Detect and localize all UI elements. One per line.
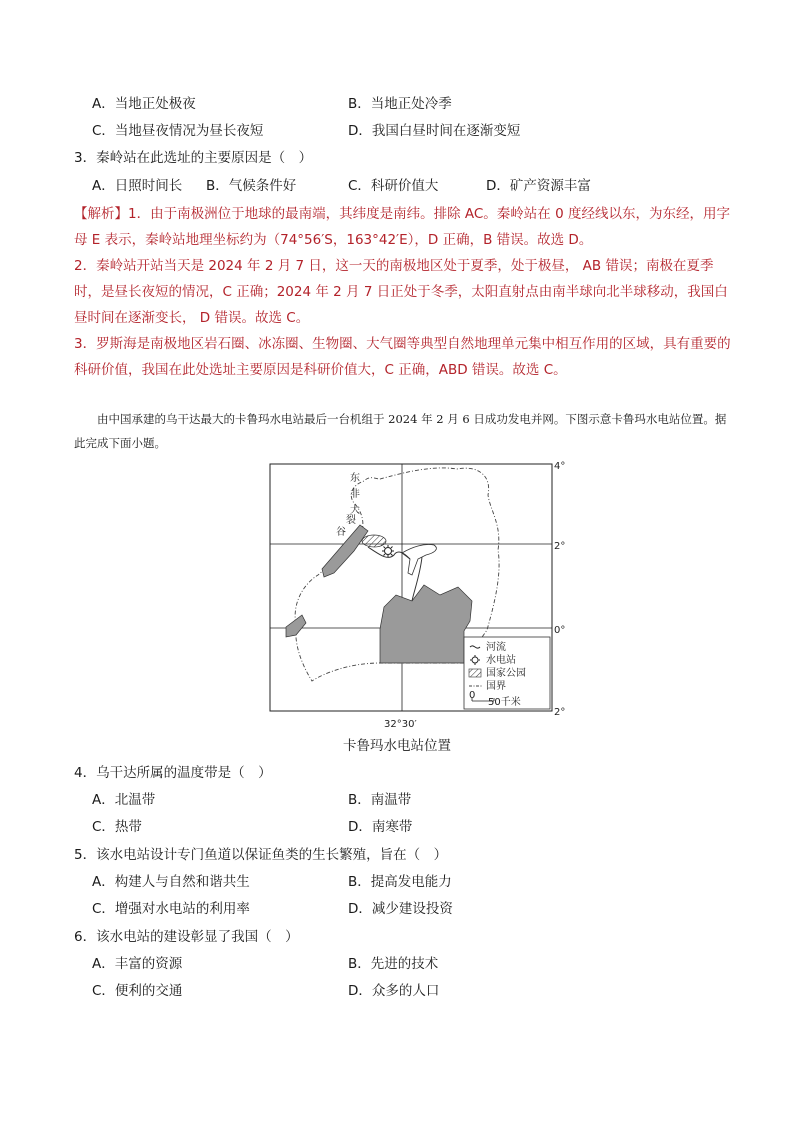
q2-option-a: A．当地正处极夜 <box>92 96 196 112</box>
analysis-p3: 3．罗斯海是南极地区岩石圈、冰冻圈、生物圈、大气圈等典型自然地理单元集中相互作用的区域，具有重要的科研价值，我国在此处选址主要原因是科研价值大，C 正确，ABD 错误。故选 C。 <box>74 336 731 378</box>
q4-option-c: C．热带 <box>92 819 142 835</box>
q5-option-c: C．增强对水电站的利用率 <box>92 901 250 917</box>
scale-zero: 0 <box>469 690 476 701</box>
q5-option-a: A．构建人与自然和谐共生 <box>92 874 250 890</box>
q2-option-c: C．当地昼夜情况为昼长夜短 <box>92 123 264 139</box>
legend-park-symbol <box>469 669 481 677</box>
lat-label-4n: 4° <box>554 461 566 472</box>
analysis-p2: 2．秦岭站开站当天是 2024 年 2 月 7 日，这一天的南极地区处于夏季，处于极昼， AB 错误；南极在夏季时，是昼长夜短的情况，C 正确；2024 年 2 月 7 日正处于冬季，太阳直射点由南半球向北半球移动，我国白昼时间在逐渐变长， D 错误。故选 C。 <box>74 258 728 326</box>
lat-label-0: 0° <box>554 625 566 636</box>
legend-park: 国家公园 <box>486 668 526 679</box>
national-park <box>362 535 386 547</box>
rift-label-2: 非 <box>350 489 360 500</box>
q4-option-a: A．北温带 <box>92 792 156 808</box>
q6-option-b: B．先进的技术 <box>348 956 439 972</box>
scale-label: 50千米 <box>488 697 521 708</box>
karuma-map <box>262 455 582 730</box>
q6-option-a: A．丰富的资源 <box>92 956 183 972</box>
legend-border: 国界 <box>486 681 506 692</box>
q4-option-b: B．南温带 <box>348 792 412 808</box>
rift-label-5: 谷 <box>336 527 346 538</box>
q5-option-b: B．提高发电能力 <box>348 874 452 890</box>
q2-option-d: D．我国白昼时间在逐渐变短 <box>348 123 521 139</box>
hydropower-station-icon <box>382 545 394 557</box>
rift-label-4: 裂 <box>346 515 356 526</box>
legend-station: 水电站 <box>486 655 516 666</box>
q5-stem: 5．该水电站设计专门鱼道以保证鱼类的生长繁殖，旨在（ ） <box>74 847 448 863</box>
analysis-p1 <box>74 201 734 253</box>
q5-option-d: D．减少建设投资 <box>348 901 453 917</box>
legend-river: 河流 <box>486 642 506 653</box>
q4-option-d: D．南寒带 <box>348 819 413 835</box>
q2-option-b: B．当地正处冷季 <box>348 96 452 112</box>
analysis-block <box>74 201 734 383</box>
rift-label-1: 东 <box>350 473 360 484</box>
analysis-p1-text: 1．由于南极洲位于地球的最南端，其纬度是南纬。排除 AC。秦岭站在 0 度经线以东，为东经，用字母 E 表示，秦岭站地理坐标约为（74°56′S，163°42′E），D 正确，B 错误。故选 D。 <box>74 206 730 248</box>
lat-label-2n: 2° <box>554 541 566 552</box>
map-caption: 卡鲁玛水电站位置 <box>343 738 451 754</box>
intro-text: 由中国承建的乌干达最大的卡鲁玛水电站最后一台机组于 2024 年 2 月 6 日成功发电并网。下图示意卡鲁玛水电站位置。据此完成下面小题。 <box>74 412 727 450</box>
analysis-tag: 【解析】 <box>74 206 128 222</box>
lat-label-2s: 2° <box>554 707 566 718</box>
q6-option-c: C．便利的交通 <box>92 983 183 999</box>
q3-option-a: A．日照时间长 <box>92 178 183 194</box>
q3-option-d: D．矿产资源丰富 <box>486 178 591 194</box>
q3-option-c: C．科研价值大 <box>348 178 439 194</box>
lon-label: 32°30′ <box>384 719 417 730</box>
q6-stem: 6．该水电站的建设彰显了我国（ ） <box>74 929 299 945</box>
q6-option-d: D．众多的人口 <box>348 983 440 999</box>
q3-stem: 3．秦岭站在此选址的主要原因是（ ） <box>74 150 313 166</box>
q3-option-b: B．气候条件好 <box>206 178 297 194</box>
q4-stem: 4．乌干达所属的温度带是（ ） <box>74 765 272 781</box>
rift-label-3: 大 <box>350 505 360 516</box>
